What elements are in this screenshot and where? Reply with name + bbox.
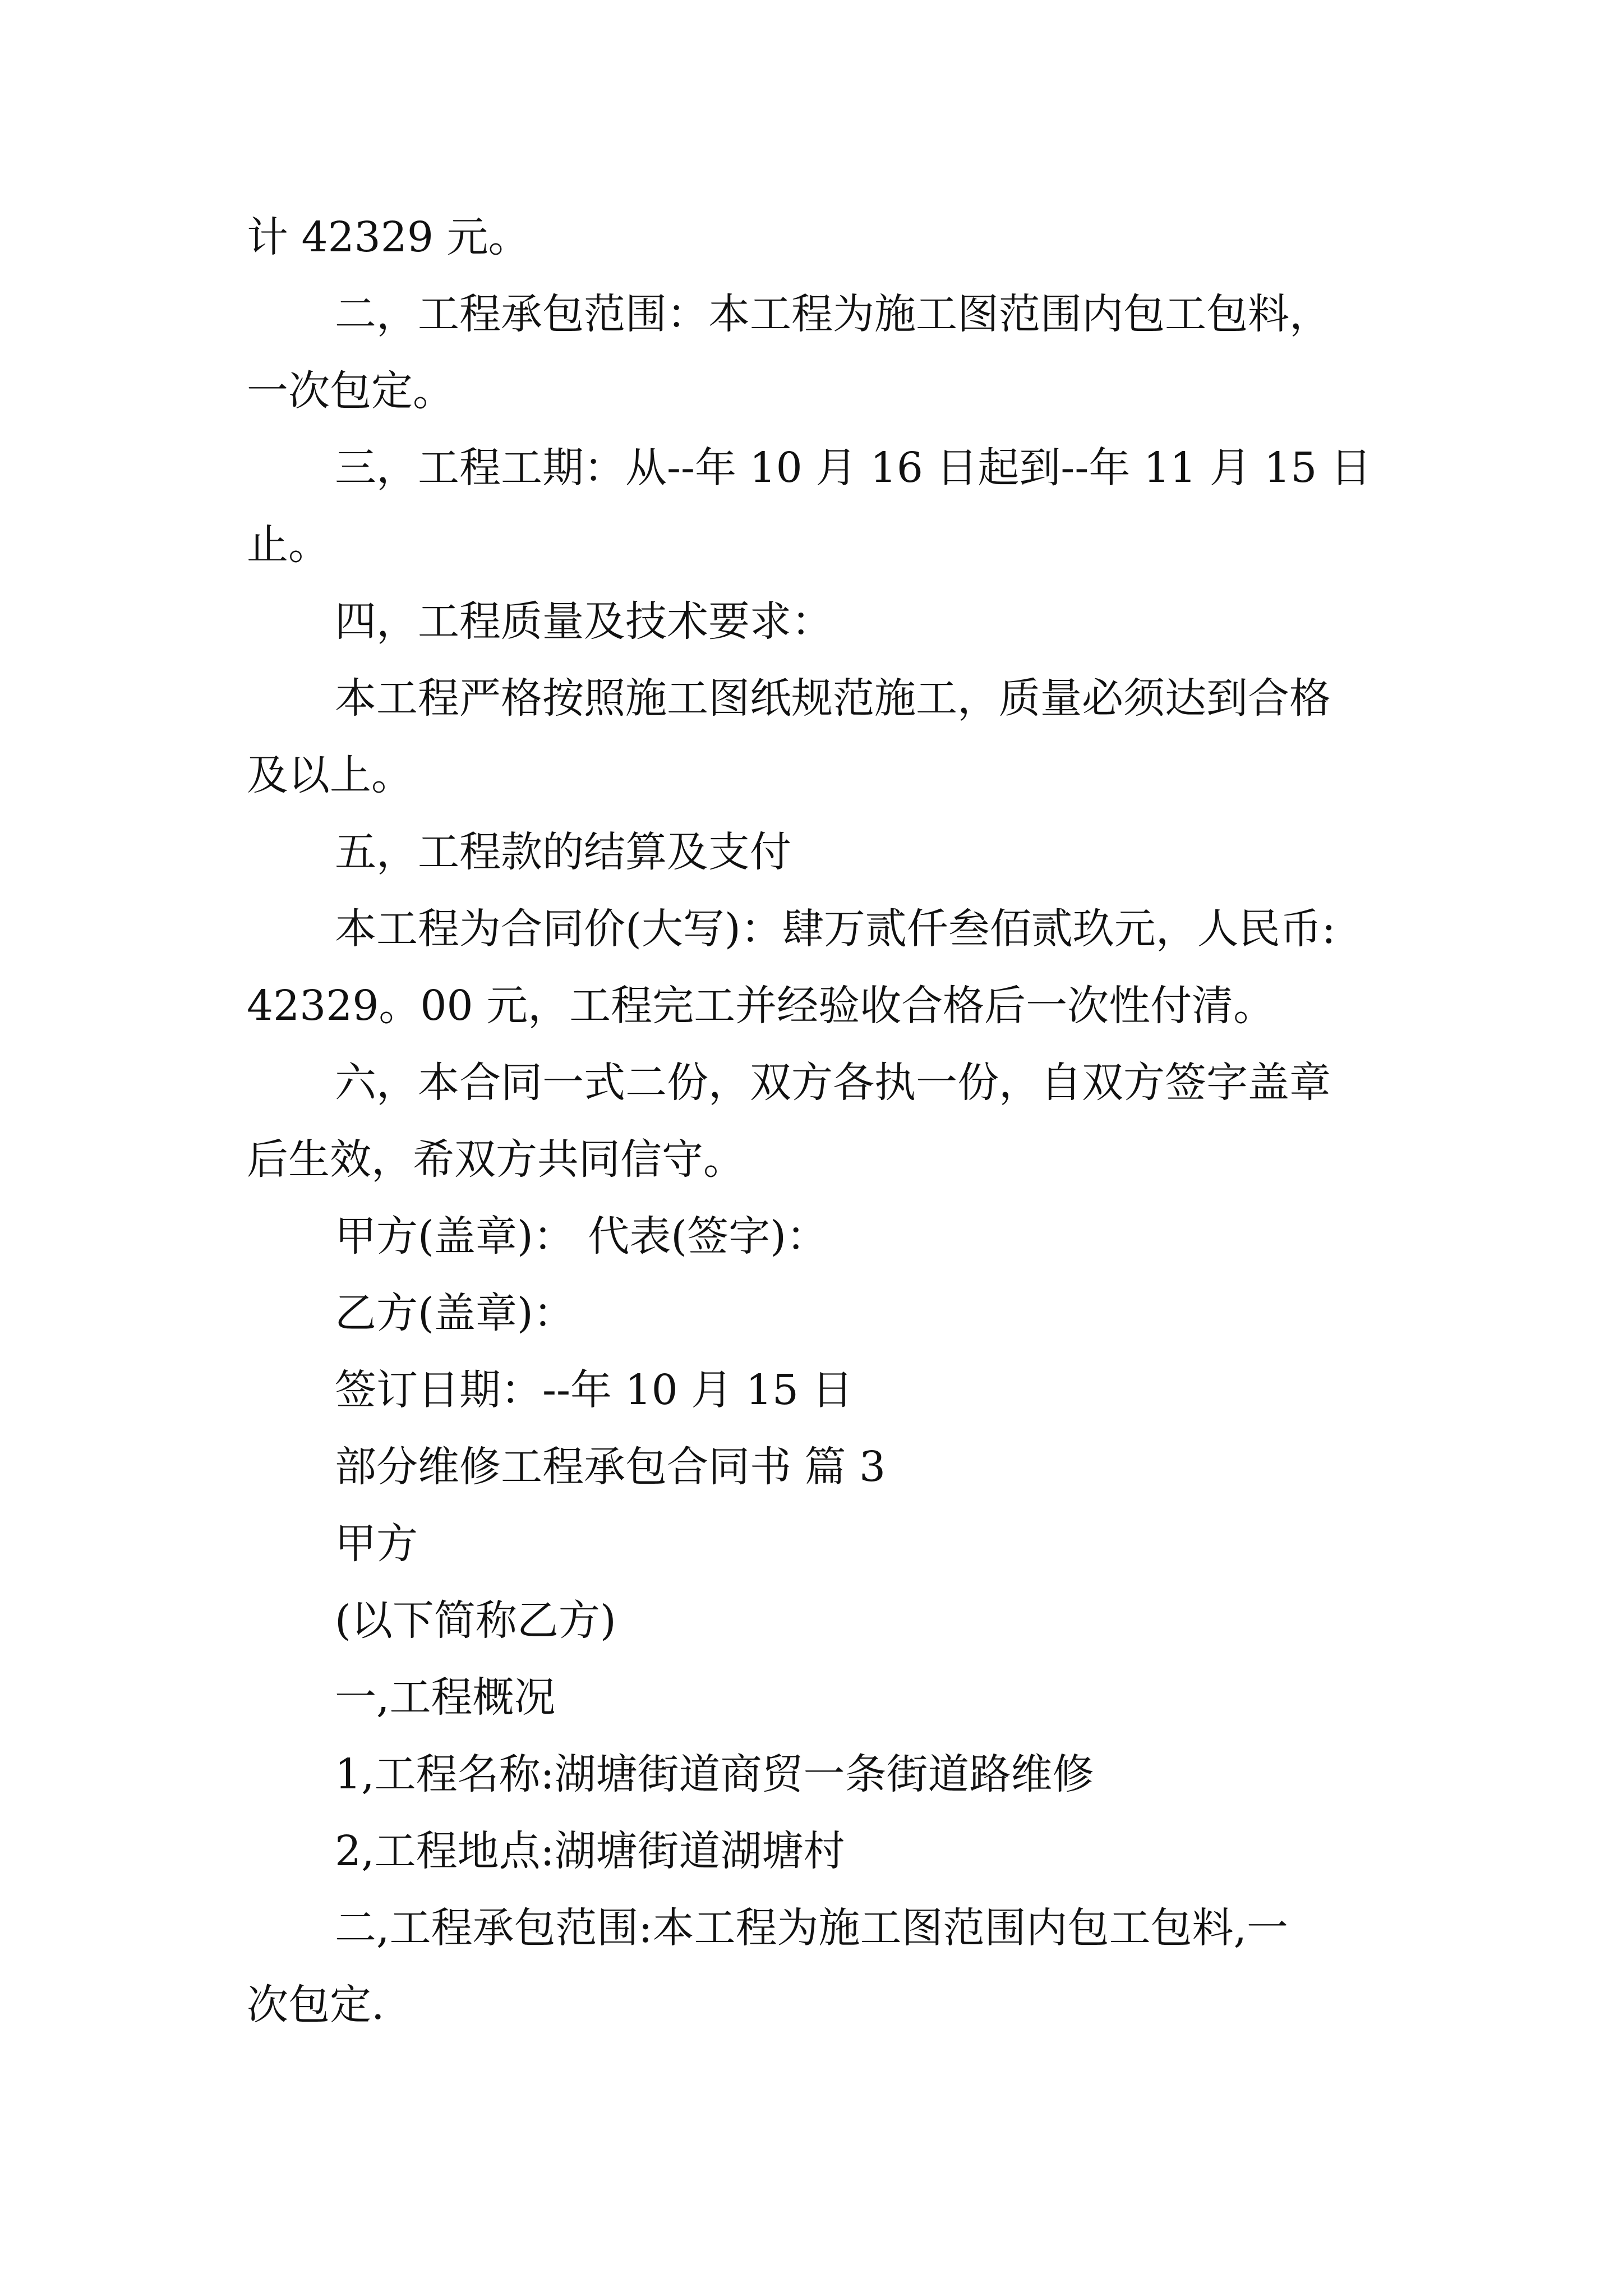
text-line: 签订日期：--年 10 月 15 日 [335, 1366, 854, 1414]
text-line: 止。 [247, 521, 330, 569]
text-line: 甲方 [335, 1520, 418, 1568]
text-line: 及以上。 [247, 751, 413, 799]
text-line: 1,工程名称:湖塘街道商贸一条街道路维修 [335, 1750, 1094, 1798]
text-line: 六，本合同一式二份，双方各执一份，自双方签字盖章 [335, 1059, 1331, 1107]
text-line: (以下简称乙方) [335, 1596, 616, 1645]
text-line: 甲方(盖章)： 代表(签字)： [335, 1212, 828, 1260]
text-line: 三，工程工期：从--年 10 月 16 日起到--年 11 月 15 日 [335, 444, 1372, 492]
text-line: 计 42329 元。 [247, 213, 530, 261]
text-line: 二,工程承包范围:本工程为施工图范围内包工包料,一 [335, 1904, 1288, 1952]
text-line: 四，工程质量及技术要求： [335, 597, 833, 646]
text-line: 本工程为合同价(大写)：肆万贰仟叁佰贰玖元，人民币: [335, 905, 1336, 953]
text-line: 一,工程概况 [335, 1673, 556, 1722]
text-line: 乙方(盖章)： [335, 1289, 575, 1337]
text-line: 2,工程地点:湖塘街道湖塘村 [335, 1827, 845, 1875]
text-line: 后生效，希双方共同信守。 [247, 1135, 745, 1184]
text-line: 二，工程承包范围：本工程为施工图范围内包工包料， [335, 290, 1331, 338]
section-heading: 部分维修工程承包合同书 篇 3 [335, 1443, 886, 1491]
text-line: 一次包定。 [247, 367, 454, 415]
text-line: 五，工程款的结算及支付 [335, 828, 791, 876]
text-line: 42329。00 元，工程完工并经验收合格后一次性付清。 [247, 982, 1275, 1030]
text-line: 次包定. [247, 1981, 385, 2029]
text-line: 本工程严格按照施工图纸规范施工，质量必须达到合格 [335, 674, 1331, 723]
